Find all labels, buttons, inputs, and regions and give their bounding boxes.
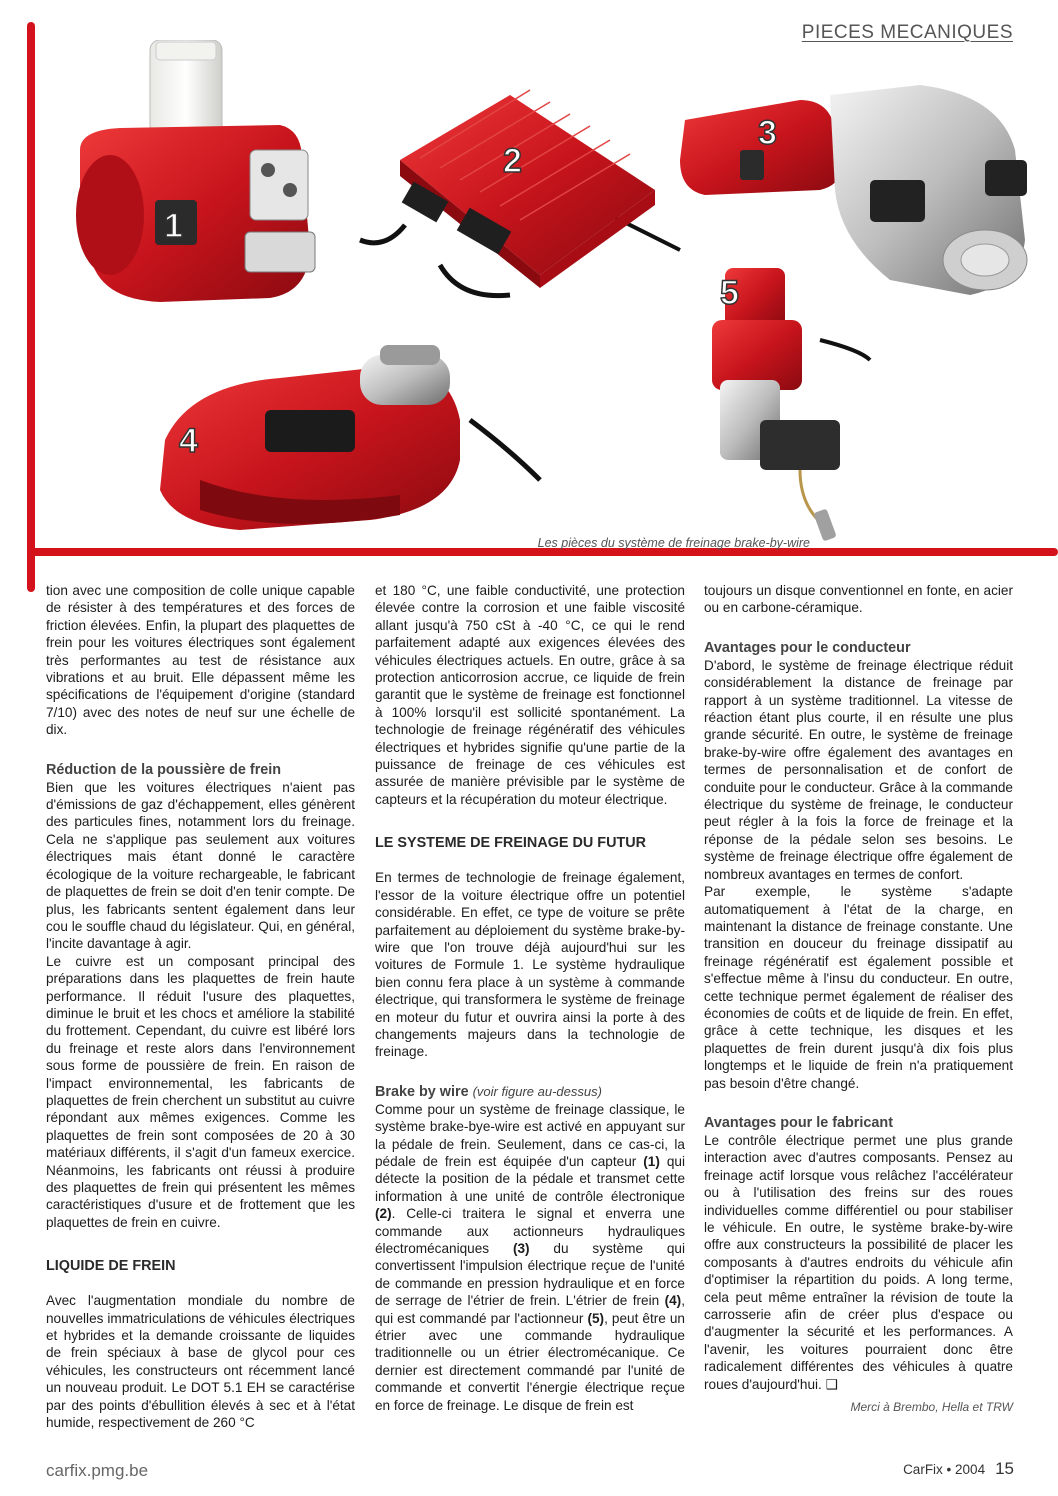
ref-1: (1) [643,1153,660,1169]
ref-3: (3) [512,1241,530,1256]
ref-4: (4) [664,1293,682,1309]
footer-magazine: CarFix • 2004 [903,1462,986,1477]
paragraph-final: Le contrôle électrique permet une plus grande interaction avec d'autres composants. Pensez au freinage actif lorsque vous relâchez l'accélérateur ou à l'utilisation des freins sur des roues individuelles comme différentiel ou pour stabiliser le véhicule. En outre, le système brake-by-wire offre aux constructeurs la possibilité de placer les composants à d'autres endroits du véhicule afin d'optimiser la répartition du poids. A long terme, cela peut même entraîner la révision de toute la carrosserie afin de créer plus d'espace ou d'augmenter la sécurité et les performances. A l'avenir, les voitures pourraient donc être radicalement différentes des véhicules à quatre roues d'aujourd'hui. ❑ [704,1132,1013,1392]
red-frame-vertical [27,22,35,592]
figure-caption: Les pièces du système de freinage brake-by-wire [537,536,810,550]
paragraph-brake-by-wire: Comme pour un système de freinage classique, le système brake-bye-wire est activé en appuyant sur la pédale de frein. Seulement, dans ce cas-ci, la pédale de frein est équipée d'un capteur (1) qui détecte la position de la pédale et transmet cette information à une unité de contrôle électronique (2). Celle-ci traitera le signal et enverra une commande aux actionneurs hydrauliques électromécaniques (3) du système qui convertissent l'impulsion électrique reçue de l'unité de commande en pression hydraulique et en force de serrage de l'étrier de frein. L'étrier de frein (4), qui est commandé par l'actionneur (5), peut être un étrier avec une commande hydraulique traditionnelle ou un étrier électromécanique. Ce dernier est directement commandé par l'unité de commande et convertit l'énergie électrique reçue en force de freinage. Le disque de frein est [375,1101,685,1413]
paragraph: Avec l'augmentation mondiale du nombre de nouvelles immatriculations de véhicules électriques et hybrides et la demande croissante de liquides de frein spéciaux à base de glycol pour ces véhicules, les constructeurs ont récemment lancé un nouveau produit. Le DOT 5.1 EH se caractérise par des points d'ébullition élevés à sec et à l'état humide, respectivement de 260 °C [46,1293,355,1431]
figure-label-5: 5 [720,274,739,312]
paragraph: En termes de technologie de freinage également, l'essor de la voiture électrique offre un potentiel considérable. En effet, ce type de voiture se prête parfaitement au déploiement du système brake-by-wire que l'on trouve déjà aujourd'hui sur les voitures de Formule 1. Le système hydraulique bien connu fera place à un système à commande électrique, qui transformera le système de freinage en moteur du futur et ouvrira ainsi la porte à des changements majeurs dans la technologie de freinage. [375,870,685,1060]
paragraph: toujours un disque conventionnel en fonte, en acier ou en carbone-céramique. [704,583,1013,616]
figure-label-3: 3 [758,114,777,152]
part-2-ecu [360,90,680,296]
figure-label-2: 2 [503,142,522,180]
text-column-1 [46,582,355,1431]
heading-brake-fluid: LIQUIDE DE FREIN [46,1258,176,1275]
paragraph: tion avec une composition de colle unique capable de résister à des températures et des forces de friction élevées. Enfin, la plupart des plaquettes de frein pour les voitures électriques sont également très performantes au test de résistance aux vibrations et au bruit. Elle dépassent même les spécifications de l'équipement d'origine (standard 7/10) avec des notes de neuf sur une échelle de dix. [46,583,355,738]
ref-2: (2) [375,1206,392,1222]
ref-5: (5) [587,1310,605,1326]
figure-label-1: 1 [164,207,183,245]
heading-driver-advantages: Avantages pour le conducteur [704,639,911,656]
part-1-sensor [76,40,315,302]
brake-by-wire-parts-image [40,40,1050,545]
figure-label-4: 4 [179,422,198,460]
footer-website: carfix.pmg.be [46,1461,149,1480]
part-3-actuator [680,85,1027,295]
heading-future-braking: LE SYSTEME DE FREINAGE DU FUTUR [375,835,647,852]
text-column-3 [704,582,1013,1416]
paragraph: et 180 °C, une faible conductivité, une protection élevée contre la corrosion et une faible viscosité allant jusqu'à 750 cSt à -40 °C, ce qui le rend parfaitement adapté aux exigences élevées des véhicules électriques actuels. En outre, grâce à sa protection anticorrosion accrue, ce liquide de frein garantit que le système de freinage est fonctionnel à 100% lorsqu'il est sollicité spontanément. La technologie de freinage régénératif des véhicules électriques et hybrides signifie qu'une partie de la puissance de freinage de ces véhicules est assurée de manière prévisible par le système de capteurs et la récupération du moteur électrique. [375,583,685,807]
end-of-article-icon: ❑ [825,1376,838,1392]
heading-brake-by-wire-text: Brake by wire [375,1083,469,1100]
paragraph: D'abord, le système de freinage électrique réduit considérablement la distance de freinage par rapport à un système traditionnel. La vitesse de réaction étant plus courte, il en résulte une plus grande sécurité. En outre, le système de freinage brake-by-wire offre également des avantages en termes de personnalisation et de confort de conduite pour le conducteur. Grâce à la commande électrique du système de freinage, le conducteur peut régler à la fois la force de freinage et la réponse de la pédale selon ses besoins. Le système de freinage électrique offre également de nombreux avantages en termes de confort. [704,657,1013,882]
heading-manufacturer-advantages: Avantages pour le fabricant [704,1114,893,1131]
part-4-caliper [160,345,540,530]
credits: Merci à Brembo, Hella et TRW [850,1400,1013,1415]
paragraph: Par exemple, le système s'adapte automatiquement à l'état de la charge, en maintenant la distance de freinage constante. Une transition en douceur du freinage dissipatif au freinage régénératif est également possible et s'effectue même à l'insu du conducteur. En outre, cette technique permet également de réaliser des économies de coûts et de liquide de frein. En effet, grâce à cette technique, les disques et les plaquettes de frein durent jusqu'à dix fois plus longtemps et le liquide de frein n'a pratiquement pas besoin d'être changé. [704,884,1013,1091]
page-number: 15 [995,1459,1014,1478]
footer-info [903,1459,1014,1479]
heading-dust: Réduction de la poussière de frein [46,761,282,778]
paragraph: Bien que les voitures électriques n'aient pas d'émissions de gaz d'échappement, elles génèrent des particules fines, notamment lors du freinage. Cela ne s'applique pas seulement aux voitures électriques mais étant donné le caractère écologique de la voiture rechargeable, le fabricant de plaquettes de frein se doit d'en tenir compte. De plus, les fabricants sentent également dans leur cou le souffle chaud du législateur. Qui, en général, l'incite davantage à agir. [46,779,355,952]
section-title: PIECES MECANIQUES [801,22,1013,43]
heading-brake-by-wire [375,1083,685,1101]
text-column-2 [375,582,685,1414]
paragraph: Le cuivre est un composant principal des préparations dans les plaquettes de frein haute performance. Il réduit l'usure des plaquettes, diminue le bruit et les chocs et améliore la stabilité du frottement. Cependant, du cuivre est libéré lors du freinage et reste alors dans l'environnement sous forme de poussière de frein. En raison de l'impact environnemental, les fabricants de plaquettes de frein cherchent un substitut au cuivre répondant aux mêmes exigences. Comme les plaquettes de frein sont composées de 20 à 30 matériaux différents, il s'agit d'un fameux exercice. Néanmoins, les fabricants ont réussi à produire des plaquettes de frein qui présentent les mêmes caractéristiques d'usure et de frottement que les plaquettes de frein en cuivre. [46,953,355,1230]
heading-brake-by-wire-note: (voir figure au-dessus) [472,1083,602,1099]
